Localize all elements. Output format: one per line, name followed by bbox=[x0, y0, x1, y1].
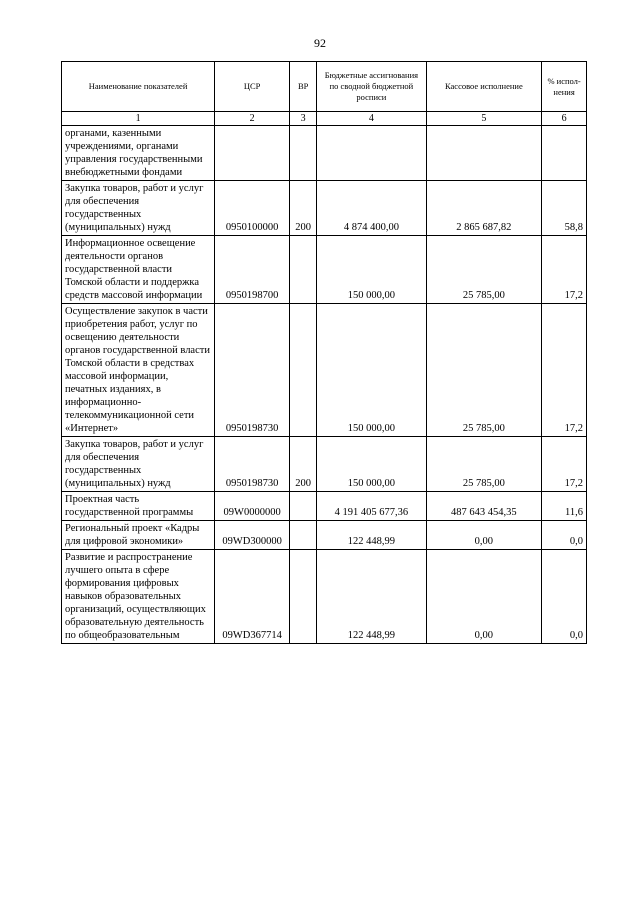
row-budget bbox=[317, 126, 426, 181]
column-number: 4 bbox=[317, 112, 426, 126]
row-budget: 122 448,99 bbox=[317, 550, 426, 644]
row-name: Развитие и распространение лучшего опыта в сфере формирования цифровых навыков образовательных организаций, осуществляющих образовательную деятельность по общеобразовательным bbox=[62, 550, 215, 644]
row-csr: 0950100000 bbox=[215, 181, 290, 236]
row-name: Информационное освещение деятельности органов государственной власти Томской области и поддержка средств массовой информации bbox=[62, 236, 215, 304]
row-budget: 4 874 400,00 bbox=[317, 181, 426, 236]
row-execution: 25 785,00 bbox=[426, 437, 542, 492]
header-budget: Бюджетные ассигнования по сводной бюджетной росписи bbox=[317, 62, 426, 112]
row-execution bbox=[426, 126, 542, 181]
table-row bbox=[62, 304, 587, 437]
row-vr bbox=[290, 236, 317, 304]
row-vr bbox=[290, 550, 317, 644]
table-row bbox=[62, 437, 587, 492]
row-vr bbox=[290, 304, 317, 437]
row-budget: 150 000,00 bbox=[317, 437, 426, 492]
row-percent: 17,2 bbox=[542, 437, 587, 492]
row-percent bbox=[542, 126, 587, 181]
column-number: 5 bbox=[426, 112, 542, 126]
row-execution: 487 643 454,35 bbox=[426, 492, 542, 521]
row-budget: 150 000,00 bbox=[317, 304, 426, 437]
header-execution: Кассовое исполнение bbox=[426, 62, 542, 112]
row-percent: 0,0 bbox=[542, 521, 587, 550]
row-csr: 09W0000000 bbox=[215, 492, 290, 521]
row-execution: 0,00 bbox=[426, 521, 542, 550]
row-csr: 09WD367714 bbox=[215, 550, 290, 644]
row-name: Проектная часть государственной программы bbox=[62, 492, 215, 521]
column-number: 1 bbox=[62, 112, 215, 126]
row-name: Закупка товаров, работ и услуг для обеспечения государственных (муниципальных) нужд bbox=[62, 181, 215, 236]
row-name: Закупка товаров, работ и услуг для обеспечения государственных (муниципальных) нужд bbox=[62, 437, 215, 492]
row-vr bbox=[290, 521, 317, 550]
header-csr: ЦСР bbox=[215, 62, 290, 112]
header-vr: ВР bbox=[290, 62, 317, 112]
column-number-row bbox=[62, 112, 587, 126]
table-row bbox=[62, 236, 587, 304]
table-row bbox=[62, 181, 587, 236]
row-vr bbox=[290, 126, 317, 181]
row-execution: 25 785,00 bbox=[426, 304, 542, 437]
row-budget: 122 448,99 bbox=[317, 521, 426, 550]
row-csr: 09WD300000 bbox=[215, 521, 290, 550]
row-csr: 0950198730 bbox=[215, 304, 290, 437]
row-percent: 17,2 bbox=[542, 304, 587, 437]
row-name: органами, казенными учреждениями, органами управления государственными внебюджетными фондами bbox=[62, 126, 215, 181]
page-number: 92 bbox=[314, 36, 326, 50]
row-budget: 150 000,00 bbox=[317, 236, 426, 304]
row-csr: 0950198700 bbox=[215, 236, 290, 304]
row-csr: 0950198730 bbox=[215, 437, 290, 492]
row-budget: 4 191 405 677,36 bbox=[317, 492, 426, 521]
column-number: 3 bbox=[290, 112, 317, 126]
table-header-row bbox=[62, 62, 587, 112]
table-row bbox=[62, 492, 587, 521]
budget-execution-table bbox=[61, 61, 587, 644]
row-vr: 200 bbox=[290, 437, 317, 492]
column-number: 2 bbox=[215, 112, 290, 126]
row-percent: 17,2 bbox=[542, 236, 587, 304]
table-row bbox=[62, 126, 587, 181]
row-percent: 11,6 bbox=[542, 492, 587, 521]
row-execution: 0,00 bbox=[426, 550, 542, 644]
row-vr bbox=[290, 492, 317, 521]
row-percent: 58,8 bbox=[542, 181, 587, 236]
table-row bbox=[62, 521, 587, 550]
header-name: Наименование показателей bbox=[62, 62, 215, 112]
table-row bbox=[62, 550, 587, 644]
row-execution: 25 785,00 bbox=[426, 236, 542, 304]
header-percent: % испол-нения bbox=[542, 62, 587, 112]
row-name: Осуществление закупок в части приобретения работ, услуг по освещению деятельности органов государственной власти Томской области в средствах массовой информации, печатных изданиях, в информационно-телекоммуникационной сети «Интернет» bbox=[62, 304, 215, 437]
row-vr: 200 bbox=[290, 181, 317, 236]
row-name: Региональный проект «Кадры для цифровой экономики» bbox=[62, 521, 215, 550]
column-number: 6 bbox=[542, 112, 587, 126]
row-execution: 2 865 687,82 bbox=[426, 181, 542, 236]
row-csr bbox=[215, 126, 290, 181]
row-percent: 0,0 bbox=[542, 550, 587, 644]
